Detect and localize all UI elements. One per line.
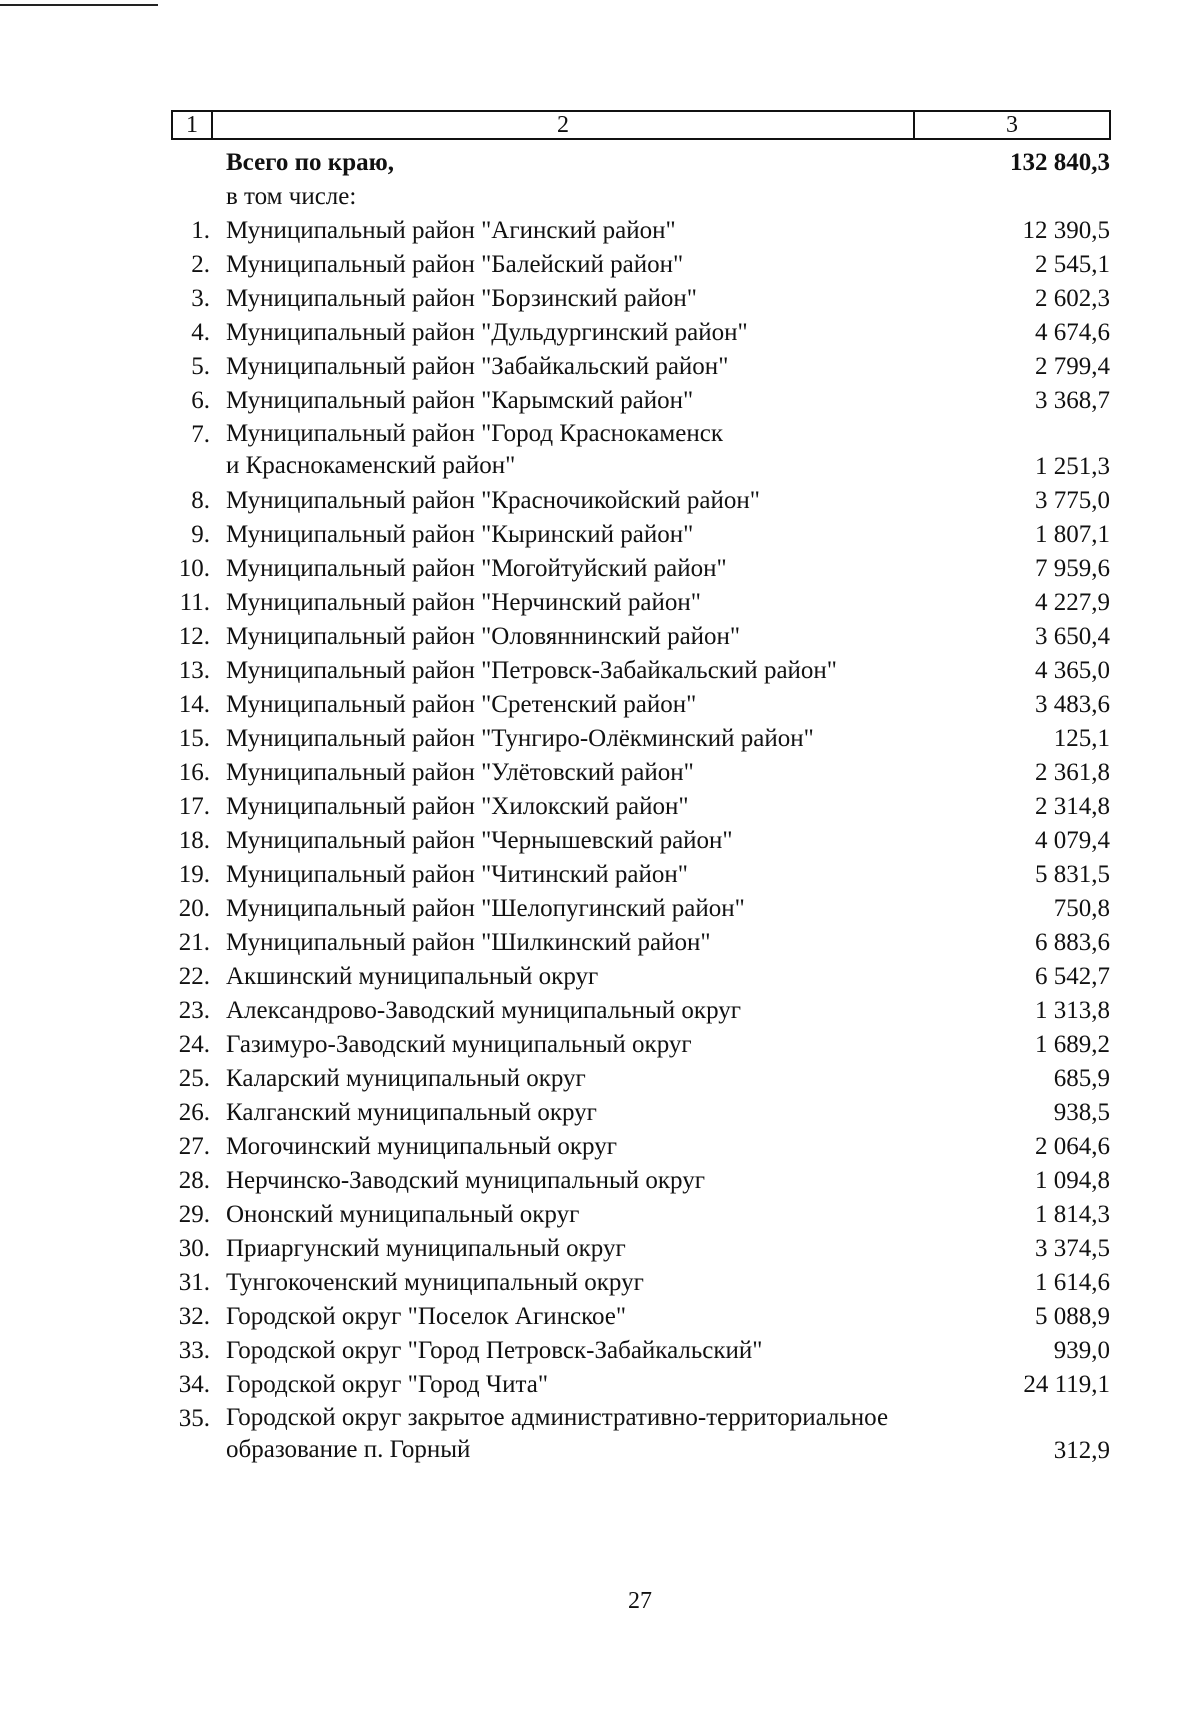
table-row: [0, 1368, 1200, 1402]
header-col-3: 3: [914, 111, 1110, 139]
table-row: [0, 316, 1200, 350]
table-row: [0, 790, 1200, 824]
row-name-line: Муниципальный район "Тунгиро-Олёкминский район": [226, 725, 814, 752]
table-row: [0, 654, 1200, 688]
total-value: 132 840,3: [1010, 149, 1110, 176]
table-row: [0, 518, 1200, 552]
table-row: [0, 1198, 1200, 1232]
total-row: [0, 146, 1200, 180]
row-value: 1 251,3: [1035, 453, 1110, 480]
row-number: 34.: [178, 1371, 210, 1398]
row-value: 4 079,4: [1035, 827, 1110, 854]
row-number: 3.: [191, 285, 210, 312]
row-value: 6 883,6: [1035, 929, 1110, 956]
row-name: [226, 756, 966, 790]
row-value: 2 602,3: [1035, 285, 1110, 312]
row-name-line: Муниципальный район "Кыринский район": [226, 521, 694, 548]
row-number: 27.: [178, 1133, 210, 1160]
row-value: 1 807,1: [1035, 521, 1110, 548]
row-number: 21.: [178, 929, 210, 956]
row-name: [226, 316, 966, 350]
row-name: [226, 688, 966, 722]
header-col-2: 2: [212, 111, 914, 139]
row-name: [226, 858, 966, 892]
row-value: 939,0: [1053, 1337, 1110, 1364]
row-name: [226, 654, 966, 688]
row-name: [226, 1334, 966, 1368]
row-name: [226, 824, 966, 858]
row-value: 938,5: [1053, 1099, 1110, 1126]
table-row: [0, 1402, 1200, 1468]
table-row: [0, 926, 1200, 960]
row-number: 13.: [178, 657, 210, 684]
row-name-line: Муниципальный район "Оловяннинский район": [226, 623, 741, 650]
row-name-line: Калганский муниципальный округ: [226, 1099, 597, 1126]
row-number: 29.: [178, 1201, 210, 1228]
row-name-line: образование п. Горный: [226, 1436, 471, 1463]
row-name: [226, 1368, 966, 1402]
table-row: [0, 350, 1200, 384]
row-number: 35.: [178, 1405, 210, 1432]
column-header-table: [171, 110, 1111, 140]
row-name: [226, 552, 966, 586]
row-number: 16.: [178, 759, 210, 786]
total-label: Всего по краю,: [226, 149, 394, 176]
row-number: 7.: [191, 421, 210, 448]
row-name-line: Муниципальный район "Читинский район": [226, 861, 688, 888]
row-name-line: Городской округ "Поселок Агинское": [226, 1303, 627, 1330]
row-name: [226, 586, 966, 620]
row-name-line: Муниципальный район "Петровск-Забайкальский район": [226, 657, 837, 684]
row-name: [226, 1402, 966, 1466]
row-name-line: Тунгокоченский муниципальный округ: [226, 1269, 644, 1296]
row-value: 750,8: [1053, 895, 1110, 922]
row-number: 23.: [178, 997, 210, 1024]
row-name-line: Муниципальный район "Карымский район": [226, 387, 694, 414]
row-name: [226, 1028, 966, 1062]
table-row: [0, 858, 1200, 892]
row-number: 22.: [178, 963, 210, 990]
row-number: 8.: [191, 487, 210, 514]
table-row: [0, 1062, 1200, 1096]
row-value: 2 064,6: [1035, 1133, 1110, 1160]
table-row: [0, 1232, 1200, 1266]
row-value: 3 368,7: [1035, 387, 1110, 414]
row-value: 6 542,7: [1035, 963, 1110, 990]
header-col-1: 1: [172, 111, 212, 139]
row-name-line: Муниципальный район "Могойтуйский район": [226, 555, 727, 582]
row-name-line: Муниципальный район "Нерчинский район": [226, 589, 701, 616]
row-number: 19.: [178, 861, 210, 888]
row-name: [226, 1130, 966, 1164]
row-value: 2 545,1: [1035, 251, 1110, 278]
subheading: в том числе:: [226, 183, 357, 210]
row-number: 4.: [191, 319, 210, 346]
row-value: 1 614,6: [1035, 1269, 1110, 1296]
row-name: [226, 960, 966, 994]
table-row: [0, 214, 1200, 248]
row-name-line: Приаргунский муниципальный округ: [226, 1235, 626, 1262]
row-name: [226, 926, 966, 960]
row-name-line: Муниципальный район "Забайкальский район": [226, 353, 729, 380]
row-value: 1 094,8: [1035, 1167, 1110, 1194]
row-number: 5.: [191, 353, 210, 380]
row-value: 4 365,0: [1035, 657, 1110, 684]
page-number: 27: [628, 1588, 652, 1614]
row-number: 6.: [191, 387, 210, 414]
table-row: [0, 484, 1200, 518]
row-number: 1.: [191, 217, 210, 244]
row-number: 11.: [179, 589, 210, 616]
row-name: [226, 994, 966, 1028]
table-row: [0, 248, 1200, 282]
row-number: 14.: [178, 691, 210, 718]
row-value: 3 775,0: [1035, 487, 1110, 514]
row-name-line: Муниципальный район "Борзинский район": [226, 285, 697, 312]
row-name-line: Муниципальный район "Дульдургинский район": [226, 319, 748, 346]
row-value: 5 831,5: [1035, 861, 1110, 888]
row-name: [226, 1062, 966, 1096]
table-row: [0, 994, 1200, 1028]
row-name: [226, 1164, 966, 1198]
table-row: [0, 756, 1200, 790]
row-name-line: Муниципальный район "Красночикойский район": [226, 487, 760, 514]
row-name: [226, 350, 966, 384]
row-name: [226, 384, 966, 418]
row-value: 4 674,6: [1035, 319, 1110, 346]
table-row: [0, 960, 1200, 994]
row-name-line: Муниципальный район "Чернышевский район": [226, 827, 733, 854]
row-number: 26.: [178, 1099, 210, 1126]
row-value: 12 390,5: [1022, 217, 1110, 244]
row-name: [226, 1232, 966, 1266]
row-number: 17.: [178, 793, 210, 820]
row-number: 20.: [178, 895, 210, 922]
row-number: 32.: [178, 1303, 210, 1330]
row-value: 1 689,2: [1035, 1031, 1110, 1058]
row-value: 5 088,9: [1035, 1303, 1110, 1330]
corner-rule: [0, 4, 158, 6]
row-name: [226, 248, 966, 282]
table-row: [0, 1164, 1200, 1198]
table-row: [0, 892, 1200, 926]
row-number: 25.: [178, 1065, 210, 1092]
row-name: [226, 484, 966, 518]
row-value: 3 650,4: [1035, 623, 1110, 650]
table-row: [0, 824, 1200, 858]
row-value: 1 814,3: [1035, 1201, 1110, 1228]
table-row: [0, 384, 1200, 418]
row-number: 2.: [191, 251, 210, 278]
row-name-line: Нерчинско-Заводский муниципальный округ: [226, 1167, 705, 1194]
table-row: [0, 1334, 1200, 1368]
table-row: [0, 418, 1200, 484]
table-row: [0, 282, 1200, 316]
row-value: 7 959,6: [1035, 555, 1110, 582]
row-value: 1 313,8: [1035, 997, 1110, 1024]
row-value: 2 314,8: [1035, 793, 1110, 820]
row-name-line: Ононский муниципальный округ: [226, 1201, 580, 1228]
row-value: 2 361,8: [1035, 759, 1110, 786]
row-name-line: Муниципальный район "Сретенский район": [226, 691, 697, 718]
row-name: [226, 1266, 966, 1300]
row-value: 4 227,9: [1035, 589, 1110, 616]
row-name: [226, 1096, 966, 1130]
row-name-line: Александрово-Заводский муниципальный округ: [226, 997, 741, 1024]
row-name-line: Городской округ "Город Чита": [226, 1371, 549, 1398]
row-value: 24 119,1: [1023, 1371, 1110, 1398]
row-name-line: Могочинский муниципальный округ: [226, 1133, 617, 1160]
row-name-line: Газимуро-Заводский муниципальный округ: [226, 1031, 692, 1058]
row-number: 24.: [178, 1031, 210, 1058]
row-name-line: Каларский муниципальный округ: [226, 1065, 586, 1092]
row-name: [226, 620, 966, 654]
table-row: [0, 620, 1200, 654]
row-name-line: Акшинский муниципальный округ: [226, 963, 599, 990]
row-name-line: Муниципальный район "Хилокский район": [226, 793, 689, 820]
row-number: 15.: [178, 725, 210, 752]
table-row: [0, 586, 1200, 620]
row-name: [226, 722, 966, 756]
row-name: [226, 790, 966, 824]
row-value: 2 799,4: [1035, 353, 1110, 380]
row-value: 312,9: [1053, 1437, 1110, 1464]
row-name-line: Муниципальный район "Шилкинский район": [226, 929, 711, 956]
row-number: 28.: [178, 1167, 210, 1194]
table-body: [0, 146, 1200, 1468]
subheading-row: [0, 180, 1200, 214]
row-number: 18.: [178, 827, 210, 854]
row-name: [226, 1198, 966, 1232]
row-name: [226, 1300, 966, 1334]
row-name: [226, 282, 966, 316]
row-name: [226, 892, 966, 926]
row-name: [226, 418, 966, 482]
row-value: 3 483,6: [1035, 691, 1110, 718]
row-name-line: и Краснокаменский район": [226, 452, 516, 479]
row-name-line: Городской округ "Город Петровск-Забайкальский": [226, 1337, 763, 1364]
row-name-line: Муниципальный район "Агинский район": [226, 217, 676, 244]
row-value: 3 374,5: [1035, 1235, 1110, 1262]
table-row: [0, 1028, 1200, 1062]
row-name: [226, 518, 966, 552]
row-name-line: Городской округ закрытое административно-территориальное: [226, 1404, 889, 1431]
table-row: [0, 1300, 1200, 1334]
table-row: [0, 1096, 1200, 1130]
table-row: [0, 688, 1200, 722]
row-number: 30.: [178, 1235, 210, 1262]
row-number: 33.: [178, 1337, 210, 1364]
table-row: [0, 552, 1200, 586]
row-name-line: Муниципальный район "Шелопугинский район": [226, 895, 745, 922]
row-number: 12.: [178, 623, 210, 650]
table-row: [0, 1266, 1200, 1300]
row-name-line: Муниципальный район "Город Краснокаменск: [226, 420, 723, 447]
row-number: 31.: [178, 1269, 210, 1296]
row-name-line: Муниципальный район "Улётовский район": [226, 759, 694, 786]
row-value: 685,9: [1053, 1065, 1110, 1092]
table-row: [0, 1130, 1200, 1164]
table-row: [0, 722, 1200, 756]
row-name-line: Муниципальный район "Балейский район": [226, 251, 684, 278]
row-number: 10.: [178, 555, 210, 582]
row-number: 9.: [191, 521, 210, 548]
row-name: [226, 214, 966, 248]
row-value: 125,1: [1053, 725, 1110, 752]
